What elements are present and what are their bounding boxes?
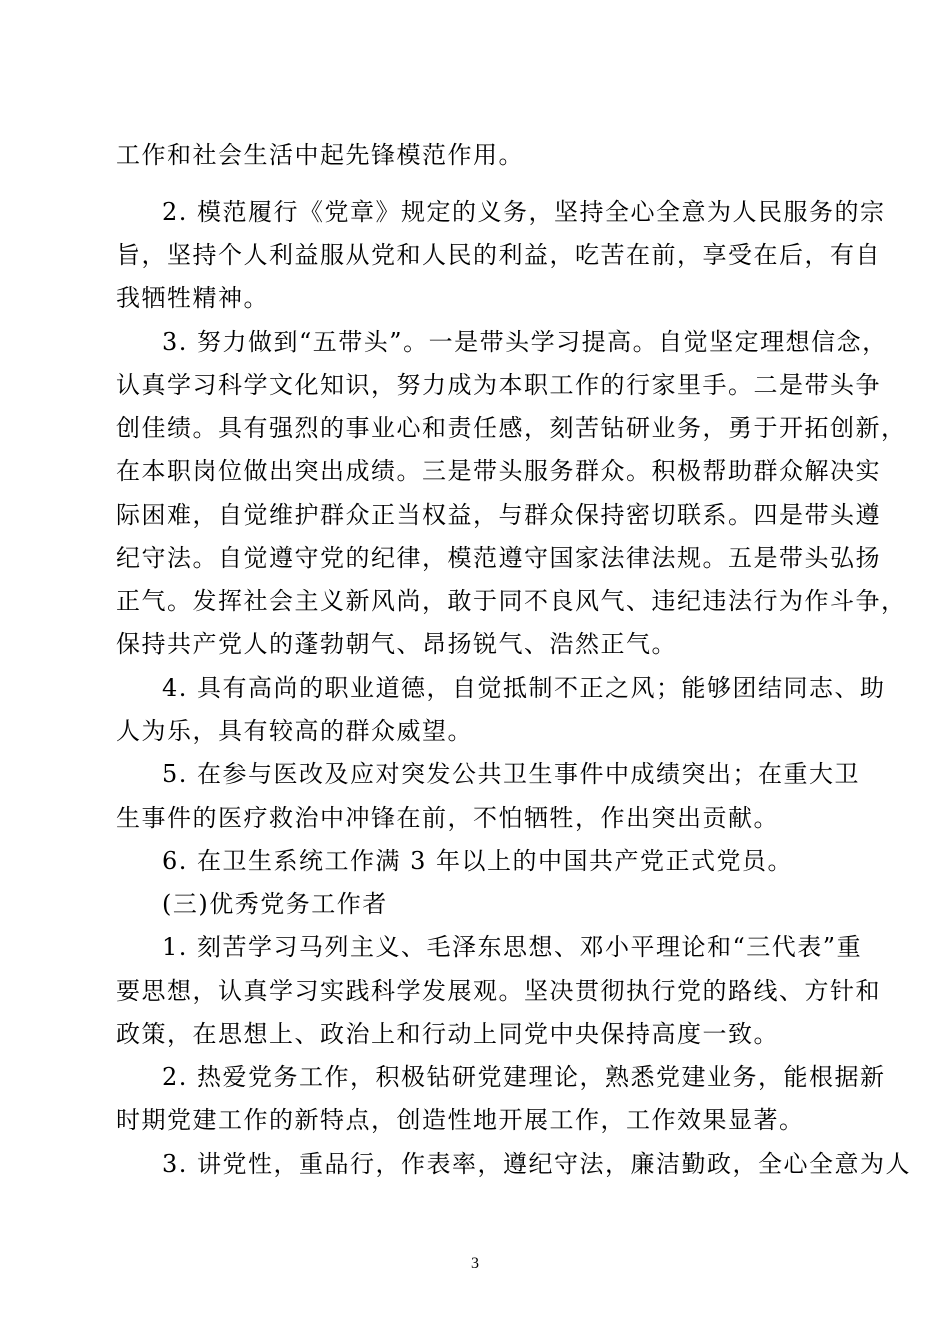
text-line: 保持共产党人的蓬勃朝气、昂扬锐气、浩然正气。 [116,630,677,658]
text-line: 5. 在参与医改及应对突发公共卫生事件中成绩突出；在重大卫 [162,760,861,788]
section-heading: (三)优秀党务工作者 [162,890,388,918]
text-line: 正气。发挥社会主义新风尚，敢于同不良风气、违纪违法行为作斗争， [116,587,907,615]
text-line: 政策，在思想上、政治上和行动上同党中央保持高度一致。 [116,1020,779,1048]
text-line: 4. 具有高尚的职业道德，自觉抵制不正之风；能够团结同志、助 [162,674,886,702]
text-line: 3. 努力做到“五带头”。一是带头学习提高。自觉坚定理想信念， [162,328,888,356]
text-line: 生事件的医疗救治中冲锋在前，不怕牺牲，作出突出贡献。 [116,804,779,832]
text-line: 旨，坚持个人利益服从党和人民的利益，吃苦在前，享受在后，有自 [116,241,881,269]
text-line: 创佳绩。具有强烈的事业心和责任感，刻苦钻研业务，勇于开拓创新， [116,414,907,442]
text-line: 我牺牲精神。 [116,284,269,312]
text-line: 2. 热爱党务工作，积极钻研党建理论，熟悉党建业务，能根据新 [162,1063,886,1091]
text-line: 要思想，认真学习实践科学发展观。坚决贯彻执行党的路线、方针和 [116,977,881,1005]
text-line: 在本职岗位做出突出成绩。三是带头服务群众。积极帮助群众解决实 [116,457,881,485]
text-line: 时期党建工作的新特点，创造性地开展工作，工作效果显著。 [116,1106,805,1134]
text-line: 工作和社会生活中起先锋模范作用。 [116,141,524,169]
text-line: 认真学习科学文化知识，努力成为本职工作的行家里手。二是带头争 [116,371,881,399]
text-line: 6. 在卫生系统工作满 3 年以上的中国共产党正式党员。 [162,847,794,875]
text-line: 1. 刻苦学习马列主义、毛泽东思想、邓小平理论和“三代表”重 [162,933,863,961]
page-number: 3 [471,1255,479,1272]
text-line: 2. 模范履行《党章》规定的义务，坚持全心全意为人民服务的宗 [162,198,886,226]
text-line: 际困难，自觉维护群众正当权益，与群众保持密切联系。四是带头遵 [116,501,881,529]
text-line: 3. 讲党性，重品行，作表率，遵纪守法，廉洁勤政，全心全意为人 [162,1150,912,1178]
text-line: 人为乐，具有较高的群众威望。 [116,717,473,745]
text-line: 纪守法。自觉遵守党的纪律，模范遵守国家法律法规。五是带头弘扬 [116,544,881,572]
